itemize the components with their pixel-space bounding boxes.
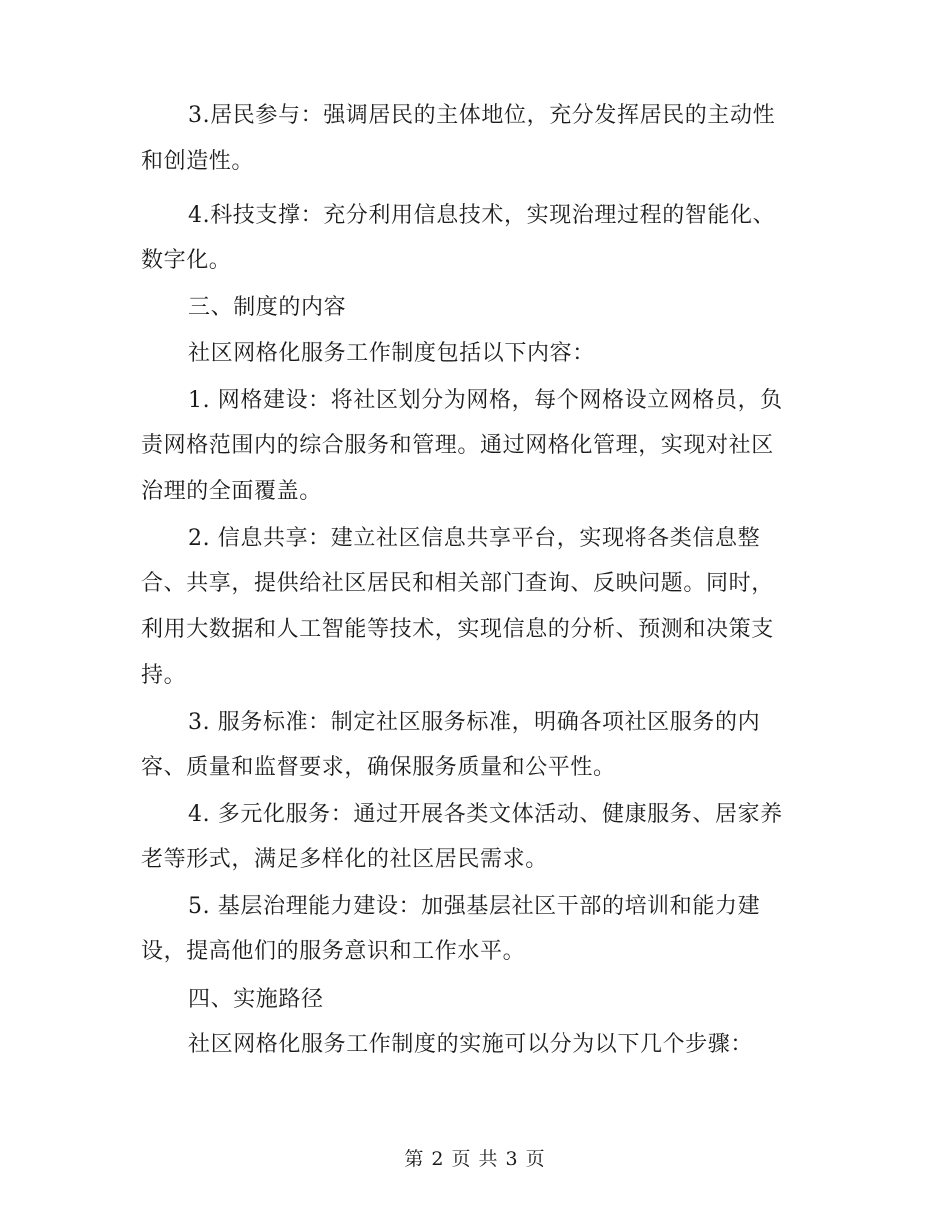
paragraph-line: 持。 [141,663,187,688]
paragraph-line: 和创造性。 [141,149,255,174]
paragraph-line: 1. 网格建设：将社区划分为网格，每个网格设立网格员，负 [188,388,783,413]
paragraph-line: 责网格范围内的综合服务和管理。通过网格化管理，实现对社区 [141,433,774,458]
paragraph-line: 数字化。 [141,248,232,273]
paragraph-line: 利用大数据和人工智能等技术，实现信息的分析、预测和决策支 [141,617,774,642]
paragraph-line: 3.居民参与：强调居民的主体地位，充分发挥居民的主动性 [188,103,776,128]
paragraph-line: 5. 基层治理能力建设：加强基层社区干部的培训和能力建 [188,894,761,919]
paragraph-line: 社区网格化服务工作制度的实施可以分为以下几个步骤： [188,1032,754,1057]
paragraph-line: 4.科技支撑：充分利用信息技术，实现治理过程的智能化、 [188,203,776,228]
section-heading: 三、制度的内容 [188,295,347,320]
paragraph-line: 4. 多元化服务：通过开展各类文体活动、健康服务、居家养 [188,802,783,827]
paragraph-line: 3. 服务标准：制定社区服务标准，明确各项社区服务的内 [188,710,761,735]
paragraph-line: 老等形式，满足多样化的社区居民需求。 [141,847,548,872]
paragraph-line: 容、质量和监督要求，确保服务质量和公平性。 [141,755,616,780]
paragraph-line: 设，提高他们的服务意识和工作水平。 [141,939,526,964]
paragraph-line: 治理的全面覆盖。 [141,479,322,504]
paragraph-line: 社区网格化服务工作制度包括以下内容： [188,341,595,366]
section-heading: 四、实施路径 [188,987,324,1012]
page-number-footer: 第 2 页 共 3 页 [404,1148,546,1170]
paragraph-line: 合、共享，提供给社区居民和相关部门查询、反映问题。同时， [141,571,774,596]
paragraph-line: 2. 信息共享：建立社区信息共享平台，实现将各类信息整 [188,526,761,551]
